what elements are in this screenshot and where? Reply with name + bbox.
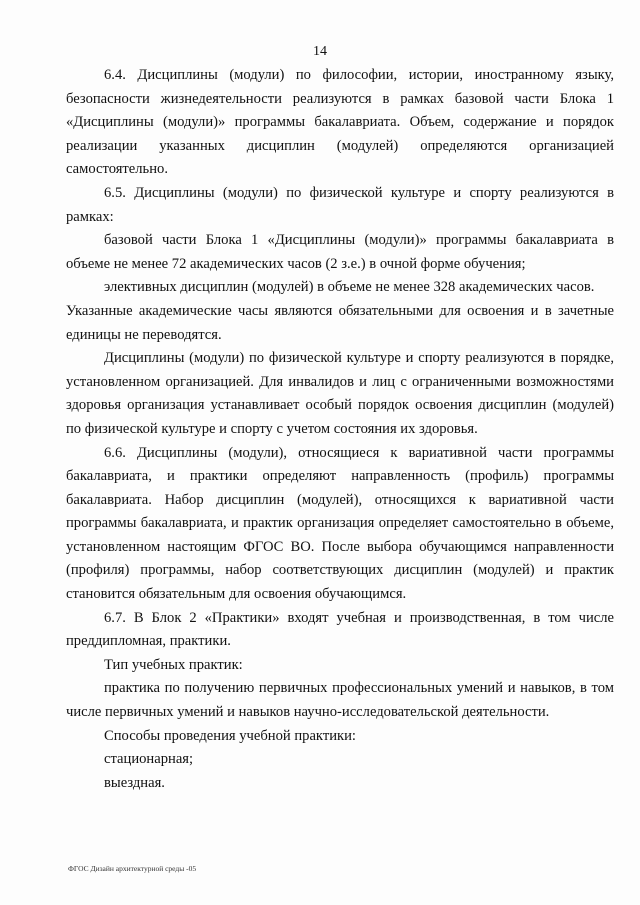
paragraph-6-5: 6.5. Дисциплины (модули) по физической культуре и спорту реализуются в рамках: bbox=[66, 184, 614, 225]
paragraph-practice-type: Тип учебных практик: bbox=[104, 656, 243, 673]
paragraph-elective: элективных дисциплин (модулей) в объеме не менее 328 академических часов. bbox=[104, 279, 595, 296]
paragraph-6-7: 6.7. В Блок 2 «Практики» входят учебная и производственная, в том числе преддипломная, практики. bbox=[66, 609, 614, 650]
page-number: 14 bbox=[313, 44, 327, 59]
paragraph-6-6: 6.6. Дисциплины (модули), относящиеся к вариативной части программы бакалавриата, и практики определяют направленность (профиль) программы бакалавриата. Набор дисциплин (модулей), относящихся к вариативной части программы бакалавриата, и практик организация определяет самостоятельно в объеме, установленном настоящим ФГОС ВО. После выбора обучающимся направленности (профиля) программы, набор соответствующих дисциплин (модулей) и практик становится обязательным для освоения обучающимся. bbox=[66, 444, 614, 603]
paragraph-academic-hours: Указанные академические часы являются обязательными для освоения и в зачетные единицы не переводятся. bbox=[66, 302, 614, 343]
paragraph-pe-order: Дисциплины (модули) по физической культуре и спорту реализуются в порядке, установленном организацией. Для инвалидов и лиц с ограниченными возможностями здоровья организация устанавливает особый порядок освоения дисциплин (модулей) по физической культуре и спорту с учетом состояния их здоровья. bbox=[66, 350, 614, 437]
paragraph-basic-part: базовой части Блока 1 «Дисциплины (модули)» программы бакалавриата в объеме не менее 72 академических часов (2 з.е.) в очной форме обучения; bbox=[66, 232, 614, 272]
footer-text: ФГОС Дизайн архитектурной среды -05 bbox=[68, 864, 197, 873]
list-item-field: выездная. bbox=[104, 774, 165, 791]
list-item-stationary: стационарная; bbox=[104, 751, 194, 768]
document-body bbox=[66, 64, 614, 795]
paragraph-6-4: 6.4. Дисциплины (модули) по философии, истории, иностранному языку, безопасности жизнедеятельности реализуются в рамках базовой части Блока 1 «Дисциплины (модули)» программы бакалавриата. Объем, содержание и порядок реализации указанных дисциплин (модулей) определяются организацией самостоятельно. bbox=[66, 67, 614, 178]
paragraph-practice-methods: Способы проведения учебной практики: bbox=[104, 727, 356, 744]
paragraph-practice-skills: практика по получению первичных профессиональных умений и навыков, в том числе первичных умений и навыков научно-исследовательской деятельности. bbox=[66, 680, 614, 721]
